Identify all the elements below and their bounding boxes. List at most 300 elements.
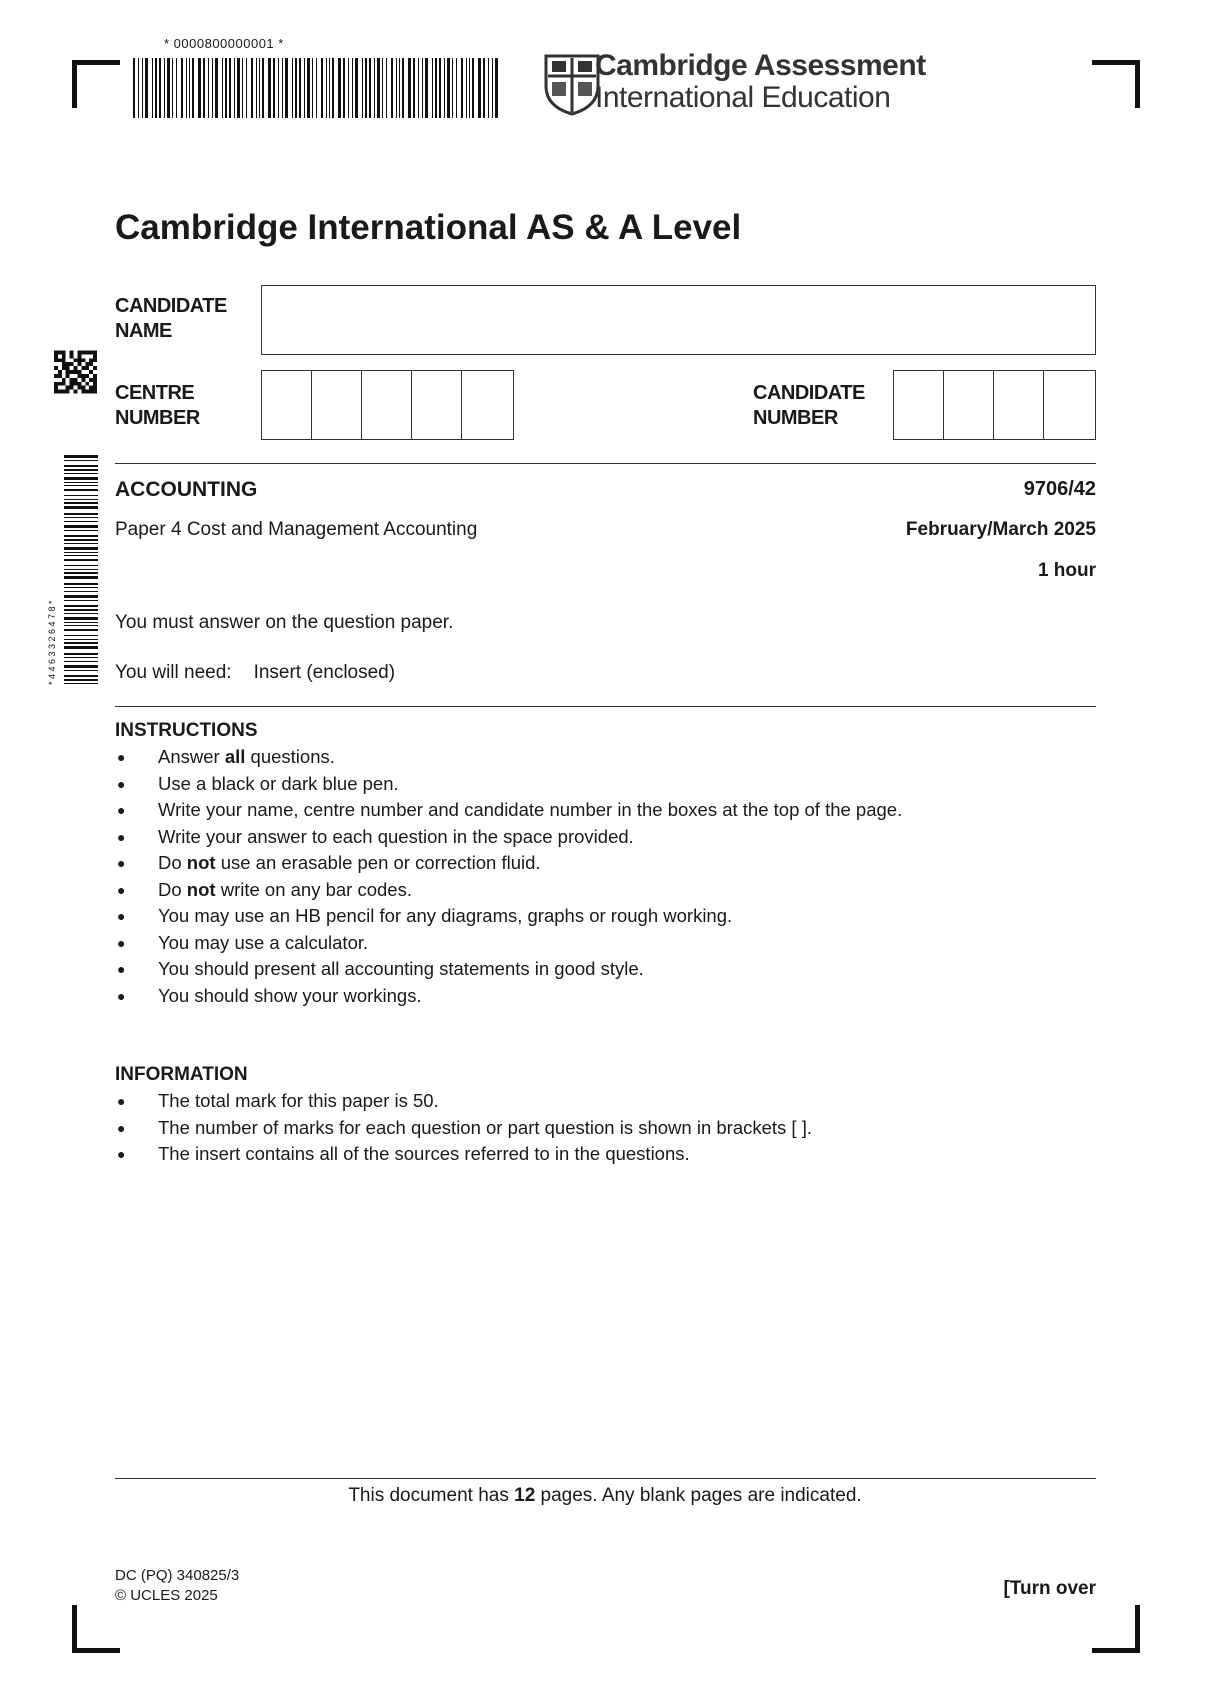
barcode-bar xyxy=(142,58,143,118)
barcode-bar xyxy=(374,58,375,118)
information-item xyxy=(115,1115,812,1142)
barcode-bar xyxy=(164,58,165,118)
barcode-bar xyxy=(138,58,139,118)
barcode-bar xyxy=(312,58,313,118)
instruction-item xyxy=(115,850,902,877)
qr-module xyxy=(93,351,97,355)
subject-name: ACCOUNTING xyxy=(115,478,258,501)
barcode-bar xyxy=(222,58,223,118)
centre-number-digit-box[interactable] xyxy=(412,371,462,439)
bullet-icon: ● xyxy=(117,961,126,977)
side-barcode-bar xyxy=(64,665,98,668)
candidate-number-digit-box[interactable] xyxy=(1044,371,1094,439)
side-barcode-bar xyxy=(64,653,98,655)
bullet-icon: ● xyxy=(117,749,126,765)
qr-module xyxy=(89,386,93,390)
instruction-bold-text: all xyxy=(224,746,246,767)
side-barcode-bar xyxy=(64,639,98,640)
qr-code xyxy=(54,350,97,394)
qr-module xyxy=(74,382,78,386)
side-barcode-bar xyxy=(64,661,98,662)
centre-number-digit-box[interactable] xyxy=(262,371,312,439)
barcode-bar xyxy=(461,58,463,118)
side-barcode-bar xyxy=(64,495,98,496)
instruction-item xyxy=(115,744,902,771)
side-barcode-bar xyxy=(64,506,98,509)
barcode-bar xyxy=(396,58,397,118)
barcode-bar xyxy=(304,58,305,118)
side-barcode-bar xyxy=(64,477,98,480)
qr-module xyxy=(62,378,66,382)
barcode-bar xyxy=(466,58,467,118)
crop-mark-bottom-right xyxy=(1092,1605,1140,1653)
barcode-bar xyxy=(382,58,383,118)
qr-module xyxy=(85,374,89,378)
qr-module xyxy=(66,386,70,390)
qr-module xyxy=(81,378,85,382)
qr-module xyxy=(93,378,97,382)
qr-module xyxy=(74,358,78,362)
side-barcode-bar xyxy=(64,489,98,491)
answer-instruction: You must answer on the question paper. xyxy=(115,612,454,633)
qr-module xyxy=(54,366,58,370)
bullet-icon: ● xyxy=(117,802,126,818)
side-barcode-bar xyxy=(64,595,98,598)
page-count-note xyxy=(0,1485,1210,1507)
exam-duration: 1 hour xyxy=(1037,560,1096,581)
candidate-number-digit-box[interactable] xyxy=(994,371,1044,439)
barcode-bar xyxy=(299,58,301,118)
instruction-item xyxy=(115,956,902,983)
barcode-bar xyxy=(432,58,433,118)
barcode-bar xyxy=(439,58,441,118)
instructions-heading: INSTRUCTIONS xyxy=(115,720,258,741)
barcode-bar xyxy=(435,58,437,118)
instruction-text: write on any bar codes. xyxy=(215,878,412,900)
qr-module xyxy=(85,366,89,370)
qr-module xyxy=(77,374,81,378)
qr-module xyxy=(89,378,93,382)
qr-module xyxy=(66,366,70,370)
barcode-bar xyxy=(408,58,411,118)
information-heading: INFORMATION xyxy=(115,1064,248,1085)
side-barcode-bar xyxy=(64,576,98,579)
barcode-bar xyxy=(181,58,183,118)
barcode-bar xyxy=(444,58,445,118)
candidate-name-field[interactable] xyxy=(261,285,1096,355)
qr-module xyxy=(77,386,81,390)
instruction-text: Write your answer to each question in the space provided. xyxy=(158,825,634,847)
qr-module xyxy=(85,362,89,366)
side-barcode-bar xyxy=(64,587,98,588)
qr-module xyxy=(85,382,89,386)
barcode-bar xyxy=(326,58,327,118)
instruction-item xyxy=(115,877,902,904)
side-barcode-bar xyxy=(64,517,98,518)
barcode-bar xyxy=(369,58,371,118)
qr-module xyxy=(70,370,74,374)
barcode-bar xyxy=(246,58,247,118)
instruction-item xyxy=(115,824,902,851)
qr-module xyxy=(62,390,66,394)
materials-needed-label: You will need: xyxy=(115,662,232,683)
turn-over-label: [Turn over xyxy=(1003,1578,1096,1599)
side-barcode-bar xyxy=(64,530,98,531)
logo-line-1: Cambridge Assessment xyxy=(595,49,926,82)
barcode-bar xyxy=(402,58,404,118)
side-barcode-bar xyxy=(64,559,98,561)
qr-module xyxy=(89,370,93,374)
barcode-bar xyxy=(152,58,153,118)
reference-code: DC (PQ) 340825/3 xyxy=(115,1567,240,1584)
side-barcode-bar xyxy=(64,670,98,671)
side-barcode-bar xyxy=(64,646,98,649)
candidate-number-digit-box[interactable] xyxy=(894,371,944,439)
qr-module xyxy=(93,354,97,358)
side-barcode-bar xyxy=(64,552,98,553)
qr-module xyxy=(58,382,62,386)
barcode-bar xyxy=(329,58,330,118)
barcode-bar xyxy=(418,58,419,118)
instructions-list xyxy=(115,744,902,1009)
qr-module xyxy=(93,390,97,394)
barcode-bar xyxy=(362,58,363,118)
instruction-text: You should present all accounting statements in good style. xyxy=(158,958,644,979)
barcode-bar xyxy=(321,58,323,118)
barcode-bar xyxy=(478,58,481,118)
candidate-number-field[interactable] xyxy=(893,370,1096,440)
qr-module xyxy=(93,386,97,390)
crop-mark-bottom-left xyxy=(72,1605,120,1653)
barcode-bar xyxy=(492,58,493,118)
qr-module xyxy=(74,370,78,374)
side-barcode-bar xyxy=(64,521,98,522)
qr-module xyxy=(54,354,58,358)
instruction-item xyxy=(115,930,902,957)
barcode-bar xyxy=(307,58,310,118)
side-barcode-bar xyxy=(64,543,98,544)
qr-module xyxy=(62,354,66,358)
barcode-bar xyxy=(472,58,474,118)
materials-needed-value: Insert (enclosed) xyxy=(253,662,396,683)
barcode-bar xyxy=(338,58,341,118)
centre-number-field[interactable] xyxy=(261,370,514,440)
bullet-icon: ● xyxy=(117,934,126,951)
page-count-text: This document has xyxy=(348,1485,515,1506)
side-barcode-bar xyxy=(64,657,98,658)
barcode-bar xyxy=(316,58,317,118)
barcode-bar xyxy=(422,58,423,118)
barcode-bar xyxy=(145,58,148,118)
qr-module xyxy=(74,390,78,394)
bullet-icon: ● xyxy=(117,1093,126,1109)
side-barcode-bar xyxy=(64,600,98,601)
side-barcode-bar xyxy=(64,583,98,585)
exam-session: February/March 2025 xyxy=(905,519,1096,540)
qr-module xyxy=(77,354,81,358)
side-barcode-bar xyxy=(64,469,98,471)
side-barcode-bar xyxy=(64,572,98,574)
barcode-bar xyxy=(413,58,415,118)
barcode-bar xyxy=(425,58,428,118)
qr-module xyxy=(77,362,81,366)
qr-module xyxy=(70,362,74,366)
qr-module xyxy=(74,366,78,370)
candidate-name-label-line-1: CANDIDATE xyxy=(115,295,227,317)
instruction-text: Answer xyxy=(158,746,225,767)
qr-module xyxy=(77,370,81,374)
instruction-item xyxy=(115,797,902,824)
barcode-bar xyxy=(203,58,205,118)
candidate-name-label xyxy=(115,294,227,344)
top-barcode xyxy=(133,58,503,118)
candidate-number-label xyxy=(753,381,865,431)
side-barcode-bar xyxy=(64,525,98,528)
side-barcode-bar xyxy=(64,482,98,483)
barcode-bar xyxy=(234,58,235,118)
qr-module xyxy=(81,390,85,394)
side-barcode-bar xyxy=(64,613,98,614)
bullet-icon: ● xyxy=(117,987,126,1004)
centre-number-digit-box[interactable] xyxy=(362,371,412,439)
side-barcode-bar xyxy=(64,569,98,570)
barcode-number: * 0000800000001 * xyxy=(164,36,284,51)
centre-number-digit-box[interactable] xyxy=(462,371,512,439)
information-text: The number of marks for each question or part question is shown in brackets [ ]. xyxy=(158,1116,812,1138)
qr-module xyxy=(85,351,89,355)
qr-module xyxy=(62,351,66,355)
barcode-bar xyxy=(452,58,453,118)
barcode-bar xyxy=(268,58,271,118)
barcode-bar xyxy=(447,58,450,118)
copyright: © UCLES 2025 xyxy=(115,1587,218,1604)
side-barcode-digits: * 4 4 6 3 3 2 6 4 7 8 * xyxy=(47,600,57,685)
side-barcode-bar xyxy=(64,502,98,504)
qr-module xyxy=(54,390,58,394)
barcode-bar xyxy=(155,58,157,118)
barcode-bar xyxy=(456,58,457,118)
barcode-bar xyxy=(259,58,260,118)
bullet-icon: ● xyxy=(117,881,126,898)
barcode-bar xyxy=(285,58,288,118)
barcode-bar xyxy=(133,58,135,118)
page-title: Cambridge International AS & A Level xyxy=(115,208,742,247)
qr-module xyxy=(70,351,74,355)
qr-module xyxy=(58,374,62,378)
barcode-bar xyxy=(212,58,213,118)
side-barcode-bar xyxy=(64,513,98,515)
barcode-bar xyxy=(192,58,194,118)
side-barcode-bar xyxy=(64,635,98,636)
qr-module xyxy=(70,382,74,386)
barcode-bar xyxy=(355,58,358,118)
side-barcode-bar xyxy=(64,460,98,461)
barcode-bar xyxy=(262,58,264,118)
logo-wordmark xyxy=(595,50,926,114)
barcode-bar xyxy=(348,58,349,118)
bullet-icon: ● xyxy=(117,775,126,792)
instruction-text: Do xyxy=(158,878,187,900)
barcode-bar xyxy=(278,58,279,118)
barcode-bar xyxy=(189,58,190,118)
qr-module xyxy=(70,354,74,358)
side-barcode-bar xyxy=(64,455,98,458)
barcode-bar xyxy=(251,58,253,118)
barcode-bar xyxy=(343,58,345,118)
qr-module xyxy=(74,378,78,382)
qr-module xyxy=(70,386,74,390)
side-barcode-bar xyxy=(64,629,98,631)
barcode-bar xyxy=(229,58,231,118)
side-barcode-bar xyxy=(64,465,98,467)
barcode-bar xyxy=(186,58,187,118)
barcode-bar xyxy=(495,58,498,118)
barcode-bar xyxy=(399,58,400,118)
qr-module xyxy=(66,390,70,394)
side-barcode-bar xyxy=(64,473,98,474)
barcode-bar xyxy=(377,58,380,118)
barcode-bar xyxy=(488,58,489,118)
barcode-bar xyxy=(159,58,161,118)
bullet-icon: ● xyxy=(117,908,126,924)
qr-module xyxy=(89,390,93,394)
instruction-text: use an erasable pen or correction fluid. xyxy=(215,852,541,873)
information-text: The insert contains all of the sources referred to in the questions. xyxy=(158,1143,690,1164)
information-item xyxy=(115,1141,812,1168)
instruction-text: You should show your workings. xyxy=(158,984,422,1006)
qr-module xyxy=(54,386,58,390)
qr-module xyxy=(93,374,97,378)
barcode-bar xyxy=(176,58,177,118)
side-barcode-bar xyxy=(64,622,98,623)
information-item xyxy=(115,1088,812,1115)
qr-module xyxy=(93,382,97,386)
candidate-number-label-line-2: NUMBER xyxy=(753,407,838,429)
barcode-bar xyxy=(237,58,240,118)
qr-module xyxy=(77,382,81,386)
barcode-bar xyxy=(273,58,275,118)
side-barcode-bar xyxy=(64,539,98,541)
qr-module xyxy=(89,362,93,366)
information-list xyxy=(115,1088,812,1168)
divider xyxy=(115,1478,1096,1479)
crop-mark-top-right xyxy=(1092,60,1140,108)
barcode-bar xyxy=(208,58,209,118)
qr-module xyxy=(54,374,58,378)
instruction-item xyxy=(115,771,902,798)
qr-module xyxy=(54,382,58,386)
barcode-bar xyxy=(282,58,283,118)
qr-module xyxy=(58,370,62,374)
side-barcode-bar xyxy=(64,683,98,684)
divider xyxy=(115,463,1096,464)
candidate-name-label-line-2: NAME xyxy=(115,320,172,342)
barcode-bar xyxy=(352,58,353,118)
centre-number-label-line-1: CENTRE xyxy=(115,382,195,404)
barcode-bar xyxy=(256,58,257,118)
qr-module xyxy=(81,366,85,370)
qr-module xyxy=(93,358,97,362)
barcode-bar xyxy=(483,58,485,118)
qr-module xyxy=(58,358,62,362)
bullet-icon: ● xyxy=(117,1119,126,1136)
side-barcode-bar xyxy=(64,642,98,644)
side-barcode-bar xyxy=(64,605,98,607)
instruction-item xyxy=(115,903,902,930)
barcode-bar xyxy=(295,58,297,118)
candidate-number-digit-box[interactable] xyxy=(944,371,994,439)
barcode-bar xyxy=(332,58,334,118)
qr-module xyxy=(54,351,58,355)
barcode-bar xyxy=(167,58,170,118)
barcode-bar xyxy=(391,58,393,118)
instruction-item xyxy=(115,983,902,1010)
bullet-icon: ● xyxy=(117,855,126,871)
page-count-text: pages. Any blank pages are indicated. xyxy=(535,1485,862,1506)
barcode-bar xyxy=(198,58,201,118)
side-barcode xyxy=(47,455,98,690)
side-barcode-bar xyxy=(64,555,98,556)
centre-number-label-line-2: NUMBER xyxy=(115,407,200,429)
qr-module xyxy=(70,378,74,382)
page-count-number: 12 xyxy=(514,1485,536,1506)
instruction-text: Do xyxy=(158,852,187,873)
logo-line-2: International Education xyxy=(595,81,891,114)
qr-module xyxy=(62,382,66,386)
qr-module xyxy=(89,351,93,355)
qr-module xyxy=(62,358,66,362)
crop-mark-top-left xyxy=(72,60,120,108)
qr-module xyxy=(77,351,81,355)
centre-number-digit-box[interactable] xyxy=(312,371,362,439)
qr-module xyxy=(93,366,97,370)
qr-module xyxy=(62,362,66,366)
barcode-bar xyxy=(172,58,173,118)
divider xyxy=(115,706,1096,707)
qr-module xyxy=(54,358,58,362)
instruction-text: You may use a calculator. xyxy=(158,931,369,953)
qr-module xyxy=(62,366,66,370)
instruction-bold-text: not xyxy=(186,878,216,900)
instruction-text: You may use an HB pencil for any diagrams, graphs or rough working. xyxy=(158,905,733,926)
qr-module xyxy=(81,386,85,390)
barcode-bar xyxy=(386,58,387,118)
side-barcode-bar xyxy=(64,535,98,537)
barcode-bar xyxy=(225,58,227,118)
paper-title: Paper 4 Cost and Management Accounting xyxy=(115,519,478,540)
qr-module xyxy=(66,362,70,366)
side-barcode-bar xyxy=(64,679,98,681)
side-barcode-bar xyxy=(64,625,98,626)
bullet-icon: ● xyxy=(117,828,126,845)
qr-module xyxy=(81,374,85,378)
qr-module xyxy=(81,358,85,362)
barcode-bar xyxy=(242,58,243,118)
qr-module xyxy=(77,358,81,362)
side-barcode-bar xyxy=(64,675,98,677)
instruction-text: Use a black or dark blue pen. xyxy=(158,772,399,794)
instruction-text: questions. xyxy=(245,746,335,767)
side-barcode-bar xyxy=(64,547,98,550)
qr-module xyxy=(81,351,85,355)
document-reference xyxy=(115,1566,239,1606)
barcode-bar xyxy=(469,58,470,118)
instruction-text: Write your name, centre number and candidate number in the boxes at the top of the page. xyxy=(158,799,903,820)
qr-module xyxy=(89,358,93,362)
side-barcode-bar xyxy=(64,591,98,592)
barcode-bar xyxy=(215,58,218,118)
materials-needed xyxy=(115,662,395,684)
